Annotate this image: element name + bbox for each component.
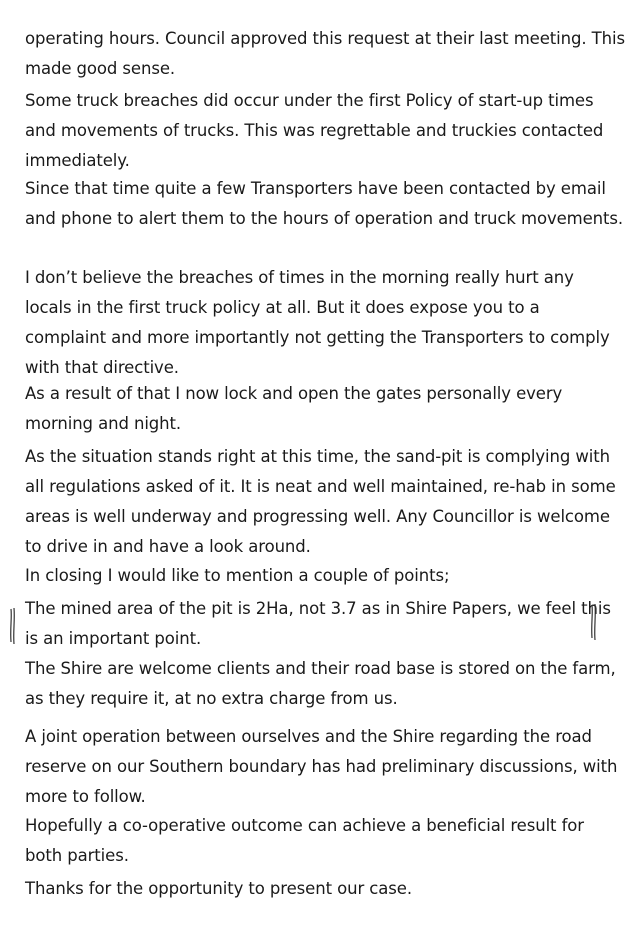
paragraph: I don’t believe the breaches of times in the morning really hurt any locals in the first truck policy at all. But it does expose you to a complaint and more importantly not getting the Transporters to comply with that directive. — [25, 268, 610, 377]
paragraph: Some truck breaches did occur under the first Policy of start-up times and movements of trucks. This was regrettable and truckies contacted immediately. — [25, 91, 604, 170]
margin-mark-right — [589, 602, 599, 642]
margin-mark-left — [8, 606, 18, 646]
paragraph: The Shire are welcome clients and their road base is stored on the farm, as they require it, at no extra charge from us. — [25, 659, 616, 708]
paragraph: operating hours. Council approved this request at their last meeting. This made good sense. — [25, 29, 625, 78]
paragraph: In closing I would like to mention a couple of points; — [25, 566, 450, 585]
paragraph: A joint operation between ourselves and the Shire regarding the road reserve on our Southern boundary has had preliminary discussions, with more to follow. — [25, 727, 618, 806]
paragraph: As the situation stands right at this time, the sand-pit is complying with all regulations asked of it. It is neat and well maintained, re-hab in some areas is well underway and progressing well. Any Councillor is welcome to drive in and have a look around. — [25, 447, 616, 556]
paragraph: As a result of that I now lock and open the gates personally every morning and night. — [25, 384, 563, 433]
paragraph: The mined area of the pit is 2Ha, not 3.7 as in Shire Papers, we feel this is an important point. — [25, 599, 611, 648]
paragraph: Thanks for the opportunity to present our case. — [25, 879, 412, 898]
paragraph: Hopefully a co-operative outcome can achieve a beneficial result for both parties. — [25, 816, 584, 865]
paragraph: Since that time quite a few Transporters have been contacted by email and phone to alert them to the hours of operation and truck movements. — [25, 179, 624, 228]
